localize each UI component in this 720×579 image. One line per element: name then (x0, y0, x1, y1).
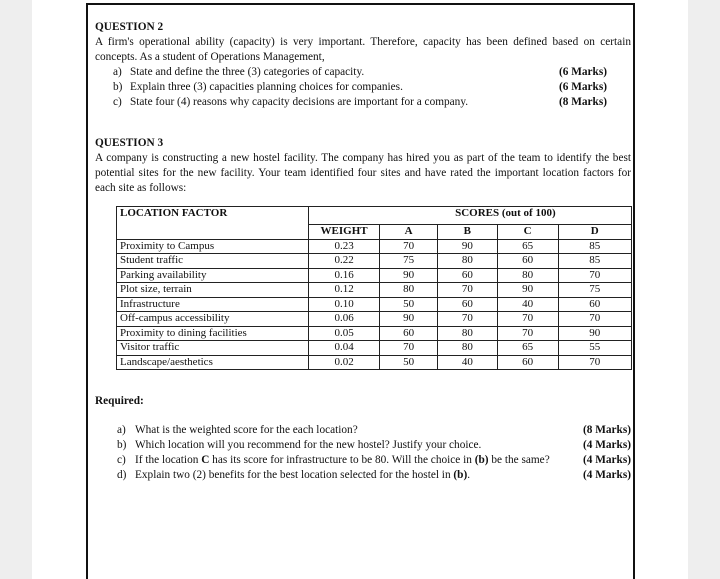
part-marks: (6 Marks) (558, 81, 607, 93)
score-cell-a: 80 (380, 283, 438, 298)
required-label: Required: (95, 395, 144, 407)
table-row (117, 239, 632, 254)
table-row (117, 312, 632, 327)
weight-cell: 0.10 (308, 297, 379, 312)
part-marks: (8 Marks) (558, 96, 607, 108)
weight-cell: 0.04 (308, 341, 379, 356)
weight-cell: 0.22 (308, 254, 379, 269)
part-marks: (4 Marks) (582, 454, 631, 466)
weight-cell: 0.05 (308, 326, 379, 341)
question3-parts (95, 423, 631, 483)
factor-cell: Student traffic (117, 254, 309, 269)
part-label: c) (113, 96, 122, 108)
score-cell-c: 65 (497, 239, 558, 254)
weight-cell: 0.02 (308, 355, 379, 370)
question3-part-b (95, 438, 631, 453)
score-cell-b: 70 (437, 283, 497, 298)
part-text-bold: (b) (474, 454, 489, 466)
score-cell-b: 70 (437, 312, 497, 327)
part-marks: (6 Marks) (558, 66, 607, 78)
score-cell-d: 70 (558, 268, 631, 283)
score-cell-c: 80 (497, 268, 558, 283)
question3-title: QUESTION 3 (95, 137, 164, 149)
location-factor-table (116, 206, 632, 370)
part-marks: (8 Marks) (582, 424, 631, 436)
question3-part-a (95, 423, 631, 438)
score-cell-b: 80 (437, 326, 497, 341)
score-cell-a: 90 (380, 312, 438, 327)
question3-part-d (95, 468, 631, 483)
weight-cell: 0.06 (308, 312, 379, 327)
table-row (117, 268, 632, 283)
score-cell-a: 50 (380, 355, 438, 370)
table-row (117, 283, 632, 298)
weight-cell: 0.16 (308, 268, 379, 283)
question2-title: QUESTION 2 (95, 21, 164, 33)
score-cell-d: 85 (558, 254, 631, 269)
factor-cell: Visitor traffic (117, 341, 309, 356)
factor-cell: Infrastructure (117, 297, 309, 312)
factor-cell: Proximity to dining facilities (117, 326, 309, 341)
factor-header: LOCATION FACTOR (117, 207, 309, 225)
score-cell-c: 60 (497, 254, 558, 269)
part-label: a) (113, 66, 122, 78)
score-cell-b: 80 (437, 254, 497, 269)
score-cell-a: 50 (380, 297, 438, 312)
score-cell-d: 70 (558, 312, 631, 327)
score-cell-a: 60 (380, 326, 438, 341)
table-row (117, 341, 632, 356)
table-row (117, 254, 632, 269)
question2-part-b (95, 80, 607, 95)
part-text: . (467, 469, 471, 481)
part-text: State and define the three (3) categories of capacity. (130, 66, 365, 78)
score-cell-d: 90 (558, 326, 631, 341)
score-cell-d: 60 (558, 297, 631, 312)
score-cell-b: 80 (437, 341, 497, 356)
factor-cell: Plot size, terrain (117, 283, 309, 298)
part-label: b) (117, 439, 127, 451)
question2-part-a (95, 65, 607, 80)
part-label: b) (113, 81, 123, 93)
weight-header: WEIGHT (308, 225, 379, 240)
score-cell-d: 70 (558, 355, 631, 370)
score-cell-b: 40 (437, 355, 497, 370)
table-subheader-row (117, 225, 632, 240)
factor-cell: Landscape/aesthetics (117, 355, 309, 370)
part-marks: (4 Marks) (582, 469, 631, 481)
question3-intro: A company is constructing a new hostel facility. The company has hired you as part of the team to identify the best potential sites for the new facility. Your team identified four sites and have rated the important location factors for each site as follows: (95, 152, 631, 194)
document-content (95, 20, 631, 483)
table-row (117, 297, 632, 312)
score-cell-c: 70 (497, 326, 558, 341)
part-text: State four (4) reasons why capacity decisions are important for a company. (130, 96, 469, 108)
table-row (117, 355, 632, 370)
part-text-bold: C (201, 454, 210, 466)
score-cell-b: 90 (437, 239, 497, 254)
part-text-bold: (b) (453, 469, 468, 481)
score-cell-a: 70 (380, 239, 438, 254)
site-header-d: D (558, 225, 631, 240)
score-cell-c: 40 (497, 297, 558, 312)
part-text: has its score for infrastructure to be 80. Will the choice in (209, 454, 475, 466)
part-text: Which location will you recommend for the new hostel? Justify your choice. (135, 439, 482, 451)
score-cell-c: 60 (497, 355, 558, 370)
table-header-row (117, 207, 632, 225)
part-text: What is the weighted score for the each location? (135, 424, 358, 436)
part-text: Explain three (3) capacities planning choices for companies. (130, 81, 403, 93)
site-header-c: C (497, 225, 558, 240)
table-row (117, 326, 632, 341)
factor-cell: Off-campus accessibility (117, 312, 309, 327)
score-cell-b: 60 (437, 297, 497, 312)
score-cell-d: 85 (558, 239, 631, 254)
part-marks: (4 Marks) (582, 439, 631, 451)
part-text: Explain two (2) benefits for the best location selected for the hostel in (135, 469, 454, 481)
score-cell-c: 65 (497, 341, 558, 356)
part-label: c) (117, 454, 126, 466)
part-text: If the location (135, 454, 202, 466)
factor-cell: Proximity to Campus (117, 239, 309, 254)
site-header-b: B (437, 225, 497, 240)
question2-intro: A firm's operational ability (capacity) is very important. Therefore, capacity has been defined based on certain concepts. As a student of Operations Management, (95, 36, 631, 63)
score-cell-d: 75 (558, 283, 631, 298)
weight-cell: 0.12 (308, 283, 379, 298)
part-text: be the same? (488, 454, 550, 466)
score-cell-a: 70 (380, 341, 438, 356)
factor-cell: Parking availability (117, 268, 309, 283)
score-cell-b: 60 (437, 268, 497, 283)
site-header-a: A (380, 225, 438, 240)
weight-cell: 0.23 (308, 239, 379, 254)
part-label: d) (117, 469, 127, 481)
score-cell-d: 55 (558, 341, 631, 356)
part-label: a) (117, 424, 126, 436)
score-cell-a: 90 (380, 268, 438, 283)
question3-part-c (95, 453, 631, 468)
score-cell-c: 70 (497, 312, 558, 327)
question2-parts (95, 65, 631, 110)
score-cell-c: 90 (497, 283, 558, 298)
question2-part-c (95, 95, 607, 110)
scores-header: SCORES (out of 100) (380, 207, 632, 225)
score-cell-a: 75 (380, 254, 438, 269)
